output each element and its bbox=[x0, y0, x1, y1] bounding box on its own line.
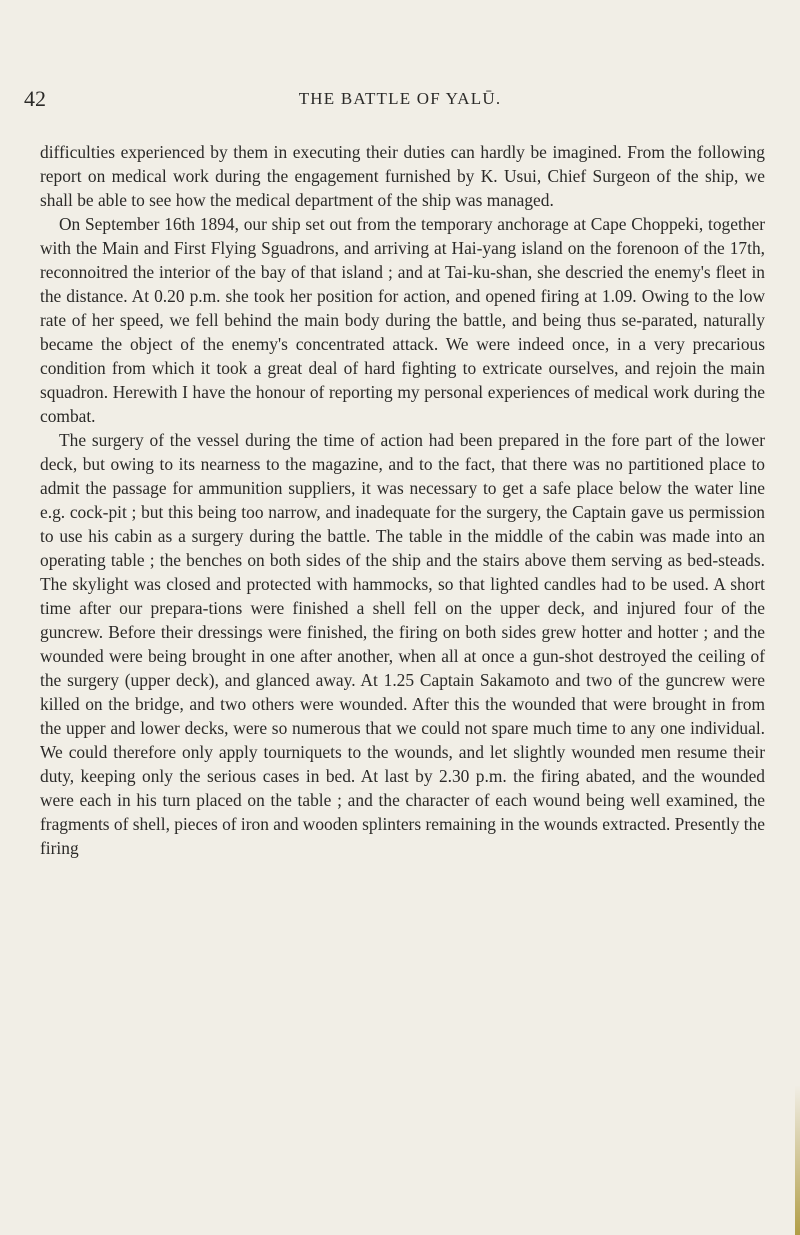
running-head: THE BATTLE OF YALŪ. bbox=[298, 89, 502, 108]
page-number: 42 bbox=[24, 86, 46, 111]
paragraph: On September 16th 1894, our ship set out from the temporary anchorage at Cape Choppeki, together with the Main and First Flying Sguadrons, and arriving at Hai-yang island on the forenoon of the 17th, reconnoitred the interior of the bay of that island ; and at Tai-ku-shan, she descried the enemy's fleet in the distance. At 0.20 p.m. she took her position for action, and opened firing at 1.09. Owing to the low rate of her speed, we fell behind the main body during the battle, and being thus se-parated, naturally became the object of the enemy's concentrated attack. We were indeed once, in a very precarious condition from which it took a great deal of hard fighting to extricate ourselves, and rejoin the main squadron. Herewith I have the honour of reporting my personal experiences of medical work during the combat. bbox=[40, 214, 765, 426]
body-text bbox=[40, 140, 765, 860]
paragraph: The surgery of the vessel during the time of action had been prepared in the fore part of the lower deck, but owing to its nearness to the magazine, and to the fact, that there was no partitioned place to admit the passage for ammunition suppliers, it was necessary to get a safe place below the water line e.g. cock-pit ; but this being too narrow, and inadequate for the surgery, the Captain gave us permission to use his cabin as a surgery during the battle. The table in the middle of the cabin was made into an operating table ; the benches on both sides of the ship and the stairs above them serving as bed-steads. The skylight was closed and protected with hammocks, so that lighted candles had to be used. A short time after our prepara-tions were finished a shell fell on the upper deck, and injured four of the guncrew. Before their dressings were finished, the firing on both sides grew hotter and hotter ; and the wounded were being brought in one after another, when all at once a gun-shot destroyed the ceiling of the surgery (upper deck), and glanced away. At 1.25 Captain Sakamoto and two of the guncrew were killed on the bridge, and two others were wounded. After this the wounded that were brought in from the upper and lower decks, were so numerous that we could not spare much time to any one individual. We could therefore only apply tourniquets to the wounds, and let slightly wounded men resume their duty, keeping only the serious cases in bed. At last by 2.30 p.m. the firing abated, and the wounded were each in his turn placed on the table ; and the character of each wound being well examined, the fragments of shell, pieces of iron and wooden splinters remaining in the wounds extracted. Presently the firing bbox=[40, 430, 765, 858]
paragraph: difficulties experienced by them in executing their duties can hardly be imagined. From the following report on medical work during the engagement furnished by K. Usui, Chief Surgeon of the ship, we shall be able to see how the medical department of the ship was managed. bbox=[40, 142, 765, 210]
page-header bbox=[0, 86, 800, 116]
page-edge-stain bbox=[795, 1085, 800, 1235]
